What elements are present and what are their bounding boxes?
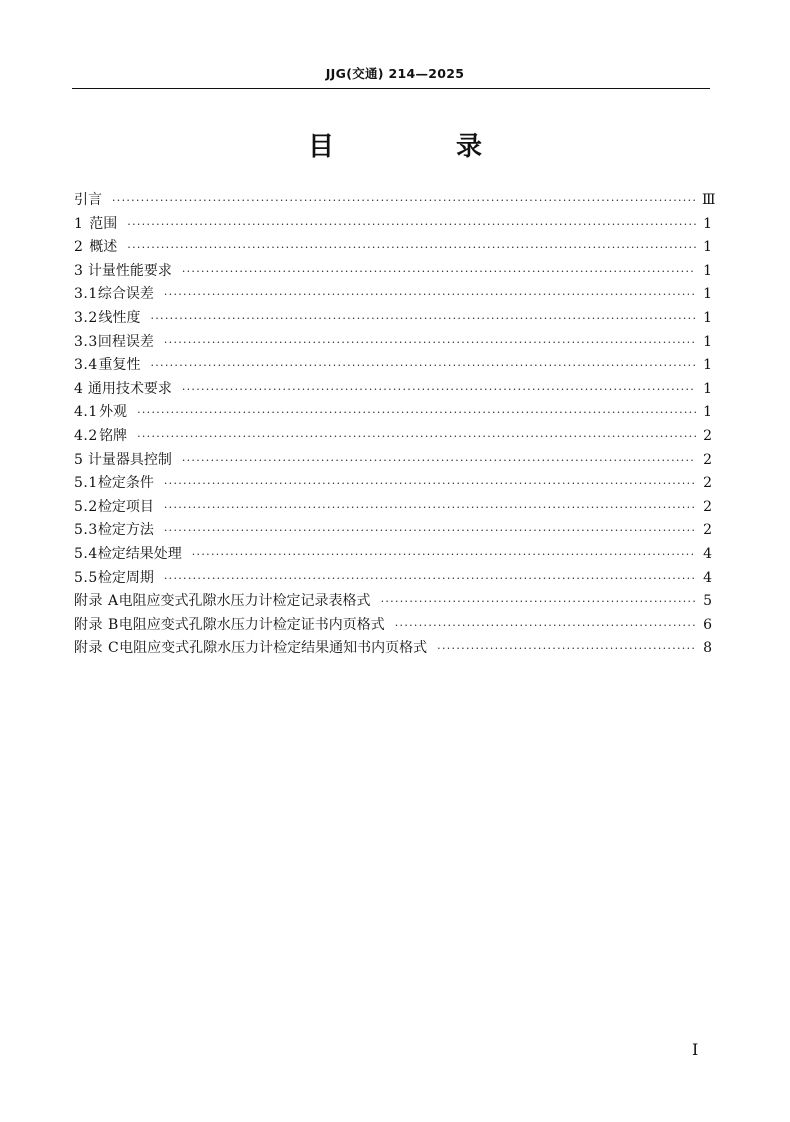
toc-entry-page: 4 [703, 569, 712, 586]
toc-entry-title: 引言 [74, 192, 102, 208]
toc-entry-number: 5.4 [74, 545, 98, 562]
dot-leader [112, 189, 696, 213]
toc-entry[interactable] [74, 236, 712, 260]
toc-entry-number: 3 [74, 262, 84, 279]
toc-entry[interactable] [74, 260, 712, 284]
dot-leader [182, 378, 696, 402]
toc-entry-number: 2 [74, 239, 84, 256]
dot-leader [164, 283, 696, 307]
toc-entry[interactable] [74, 567, 712, 591]
toc-entry-title: 回程误差 [97, 333, 154, 350]
toc-entry-number: 5 [74, 451, 84, 468]
toc-entry-page: 1 [703, 286, 712, 303]
toc-entry-page: 1 [703, 239, 712, 256]
toc-entry-page: 2 [703, 475, 712, 492]
toc-entry-title: 外观 [99, 404, 128, 421]
toc-entry[interactable] [74, 283, 712, 307]
toc-entry-number: 3.1 [74, 286, 98, 303]
toc-entry-title: 概述 [89, 239, 118, 256]
toc-entry-page: 1 [703, 262, 712, 279]
toc-entry-number: 3.4 [74, 357, 98, 374]
toc-entry-title: 重复性 [98, 357, 141, 374]
dot-leader [395, 614, 696, 638]
dot-leader [182, 260, 696, 284]
toc-entry-page: 8 [703, 640, 712, 657]
toc-entry-title: 计量器具控制 [87, 451, 172, 468]
toc-entry[interactable] [74, 354, 712, 378]
toc-entry[interactable] [74, 519, 712, 543]
header-rule [72, 88, 710, 89]
toc-entry[interactable] [74, 614, 712, 638]
toc-entry-title: 检定条件 [97, 475, 154, 492]
toc-entry[interactable] [74, 496, 712, 520]
page-title: 目 录 [307, 132, 530, 162]
toc-entry-page: 1 [703, 380, 712, 397]
toc-entry-page: 2 [703, 427, 712, 444]
dot-leader [137, 425, 696, 449]
dot-leader [164, 331, 696, 355]
toc-entry-number: 3.2 [74, 309, 98, 326]
toc-entry-title: 检定项目 [97, 498, 154, 515]
toc-entry-title: 综合误差 [97, 286, 154, 303]
toc-entry-page: 2 [703, 522, 712, 539]
dot-leader [127, 236, 696, 260]
toc-entry-number: 4.1 [74, 404, 98, 421]
toc-entry[interactable] [74, 213, 712, 237]
toc-entry-number: 4.2 [74, 427, 98, 444]
page-number: I [692, 1040, 699, 1059]
toc-entry-page: 4 [703, 545, 712, 562]
toc-entry-title: 线性度 [98, 309, 141, 326]
document-header-code: JJG(交通) 214—2025 [325, 66, 465, 81]
toc-entry-title: 电阻应变式孔隙水压力计检定记录表格式 [118, 593, 371, 610]
toc-entry-title: 通用技术要求 [87, 380, 172, 397]
toc-entry-page: 1 [703, 357, 712, 374]
toc-entry[interactable] [74, 590, 712, 614]
toc-entry[interactable] [74, 425, 712, 449]
toc-entry-page: Ⅲ [702, 192, 716, 208]
dot-leader [182, 449, 696, 473]
toc-entry-title: 计量性能要求 [87, 262, 172, 279]
dot-leader [164, 519, 696, 543]
toc-entry-number: 附录 C [74, 640, 120, 657]
toc-entry-number: 5.5 [74, 569, 98, 586]
toc-entry-number: 5.1 [74, 475, 98, 492]
toc-entry[interactable] [74, 331, 712, 355]
table-of-contents [74, 189, 716, 661]
toc-entry-page: 2 [703, 498, 712, 515]
toc-entry-page: 1 [703, 309, 712, 326]
dot-leader [127, 213, 696, 237]
toc-entry[interactable] [74, 637, 712, 661]
dot-leader [164, 496, 696, 520]
dot-leader [381, 590, 696, 614]
toc-entry[interactable] [74, 401, 712, 425]
toc-entry-page: 1 [703, 404, 712, 421]
toc-entry-number: 1 [74, 215, 84, 232]
toc-entry-title: 检定结果处理 [97, 545, 182, 562]
toc-entry-number: 附录 B [74, 616, 119, 633]
toc-entry-title: 电阻应变式孔隙水压力计检定证书内页格式 [118, 616, 385, 633]
toc-entry-number: 3.3 [74, 333, 98, 350]
dot-leader [150, 307, 696, 331]
toc-entry-number: 5.3 [74, 522, 98, 539]
dot-leader [137, 401, 696, 425]
dot-leader [164, 567, 696, 591]
toc-entry-title: 检定周期 [97, 569, 154, 586]
toc-entry-page: 6 [703, 616, 712, 633]
dot-leader [192, 543, 696, 567]
toc-entry-page: 1 [703, 215, 712, 232]
toc-entry[interactable] [74, 378, 712, 402]
toc-entry-title: 电阻应变式孔隙水压力计检定结果通知书内页格式 [119, 640, 428, 657]
toc-entry[interactable] [74, 307, 712, 331]
toc-entry[interactable] [74, 449, 712, 473]
dot-leader [437, 637, 696, 661]
toc-entry-page: 1 [703, 333, 712, 350]
toc-entry-page: 5 [703, 593, 712, 610]
dot-leader [164, 472, 696, 496]
toc-entry-number: 5.2 [74, 498, 98, 515]
toc-entry-title: 铭牌 [99, 427, 128, 444]
toc-entry[interactable] [74, 189, 716, 213]
dot-leader [150, 354, 696, 378]
toc-entry-number: 附录 A [74, 593, 119, 610]
toc-entry-title: 检定方法 [97, 522, 154, 539]
toc-entry[interactable] [74, 472, 712, 496]
toc-entry[interactable] [74, 543, 712, 567]
toc-entry-number: 4 [74, 380, 84, 397]
toc-entry-page: 2 [703, 451, 712, 468]
toc-entry-title: 范围 [89, 215, 118, 232]
